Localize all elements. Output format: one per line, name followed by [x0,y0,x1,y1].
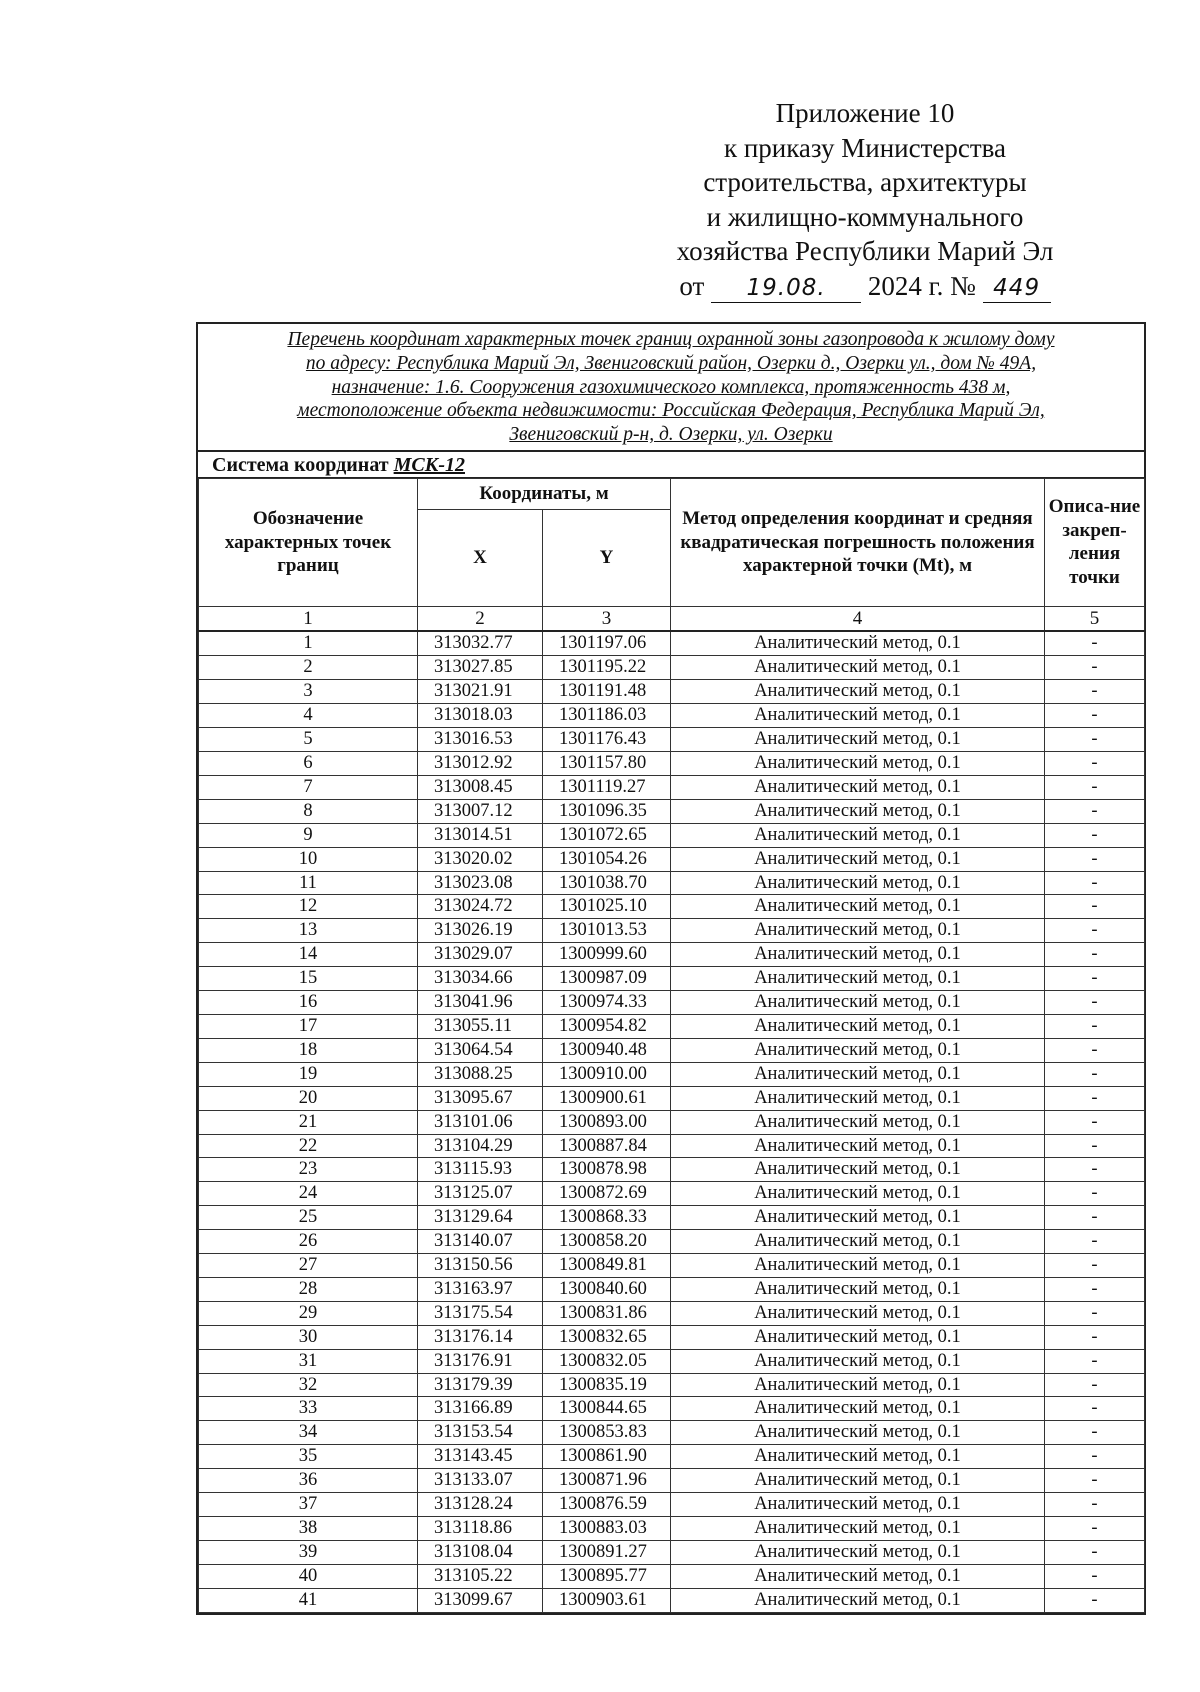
column-number: 4 [671,606,1045,631]
y-cell: 1300872.69 [543,1182,671,1206]
appendix-title: Приложение 10 [775,98,955,128]
table-row [199,1349,1145,1373]
point-number-cell: 22 [199,1134,418,1158]
x-cell: 313125.07 [418,1182,543,1206]
order-date-line [640,269,1090,304]
table-row [199,1421,1145,1445]
method-cell: Аналитический метод, 0.1 [671,1564,1045,1588]
method-cell: Аналитический метод, 0.1 [671,1469,1045,1493]
point-number-cell: 21 [199,1110,418,1134]
x-cell: 313115.93 [418,1158,543,1182]
x-cell: 313014.51 [418,823,543,847]
y-cell: 1300858.20 [543,1230,671,1254]
x-cell: 313129.64 [418,1206,543,1230]
fixing-cell: - [1045,1277,1145,1301]
fixing-cell: - [1045,656,1145,680]
y-cell: 1301054.26 [543,847,671,871]
x-cell: 313034.66 [418,967,543,991]
table-row [199,1517,1145,1541]
fixing-cell: - [1045,752,1145,776]
point-number-cell: 12 [199,895,418,919]
x-cell: 313026.19 [418,919,543,943]
y-cell: 1300883.03 [543,1517,671,1541]
point-number-cell: 20 [199,1086,418,1110]
y-cell: 1300887.84 [543,1134,671,1158]
order-date-handwritten: 19.08. [711,274,861,303]
table-row [199,1254,1145,1278]
x-cell: 313023.08 [418,871,543,895]
point-number-cell: 2 [199,656,418,680]
y-cell: 1301176.43 [543,728,671,752]
y-cell: 1300835.19 [543,1373,671,1397]
fixing-cell: - [1045,967,1145,991]
point-designation-header: Обозначение характерных точек границ [199,478,418,606]
date-prefix: от [679,270,705,301]
y-cell: 1300987.09 [543,967,671,991]
coordinates-table-frame [196,322,1146,1615]
fixing-cell: - [1045,1014,1145,1038]
table-row [199,823,1145,847]
fixing-cell: - [1045,799,1145,823]
y-cell: 1301191.48 [543,680,671,704]
table-title [198,324,1144,452]
method-cell: Аналитический метод, 0.1 [671,1301,1045,1325]
method-cell: Аналитический метод, 0.1 [671,967,1045,991]
table-row [199,1038,1145,1062]
table-title-line: Перечень координат характерных точек границ охранной зоны газопровода к жилому дому [287,329,1055,350]
fixing-cell: - [1045,1397,1145,1421]
y-cell: 1300853.83 [543,1421,671,1445]
fixing-cell: - [1045,704,1145,728]
table-row [199,1445,1145,1469]
y-cell: 1301119.27 [543,775,671,799]
method-cell: Аналитический метод, 0.1 [671,704,1045,728]
point-number-cell: 17 [199,1014,418,1038]
table-row [199,1564,1145,1588]
fixing-cell: - [1045,1588,1145,1612]
table-row [199,1540,1145,1564]
table-row [199,704,1145,728]
method-cell: Аналитический метод, 0.1 [671,895,1045,919]
x-cell: 313176.14 [418,1325,543,1349]
point-number-cell: 19 [199,1062,418,1086]
table-row [199,1182,1145,1206]
coordinate-system-label: Система координат [212,453,389,476]
table-row [199,1588,1145,1612]
fixing-cell: - [1045,895,1145,919]
x-cell: 313016.53 [418,728,543,752]
y-cell: 1300900.61 [543,1086,671,1110]
fixing-cell: - [1045,847,1145,871]
x-cell: 313012.92 [418,752,543,776]
y-cell: 1301195.22 [543,656,671,680]
point-number-cell: 39 [199,1540,418,1564]
point-number-cell: 3 [199,680,418,704]
point-number-cell: 29 [199,1301,418,1325]
fixing-cell: - [1045,1301,1145,1325]
x-cell: 313007.12 [418,799,543,823]
fixing-cell: - [1045,919,1145,943]
x-cell: 313008.45 [418,775,543,799]
fixing-cell: - [1045,1517,1145,1541]
method-cell: Аналитический метод, 0.1 [671,656,1045,680]
point-number-cell: 1 [199,631,418,655]
point-number-cell: 7 [199,775,418,799]
x-cell: 313133.07 [418,1469,543,1493]
y-cell: 1300876.59 [543,1493,671,1517]
table-row [199,1373,1145,1397]
method-cell: Аналитический метод, 0.1 [671,752,1045,776]
table-row [199,991,1145,1015]
point-number-cell: 4 [199,704,418,728]
table-row [199,1301,1145,1325]
coordinates-table [198,478,1145,1613]
method-cell: Аналитический метод, 0.1 [671,1349,1045,1373]
y-cell: 1301013.53 [543,919,671,943]
point-number-cell: 6 [199,752,418,776]
fixing-cell: - [1045,1206,1145,1230]
point-number-cell: 11 [199,871,418,895]
column-number: 3 [543,606,671,631]
table-row [199,1086,1145,1110]
fixing-cell: - [1045,1230,1145,1254]
table-row [199,680,1145,704]
x-cell: 313175.54 [418,1301,543,1325]
fixing-cell: - [1045,1254,1145,1278]
method-cell: Аналитический метод, 0.1 [671,775,1045,799]
method-cell: Аналитический метод, 0.1 [671,1182,1045,1206]
y-cell: 1300895.77 [543,1564,671,1588]
x-cell: 313108.04 [418,1540,543,1564]
y-cell: 1300974.33 [543,991,671,1015]
ministry-name-line: хозяйства Республики Марий Эл [676,236,1054,266]
x-cell: 313105.22 [418,1564,543,1588]
x-cell: 313101.06 [418,1110,543,1134]
method-cell: Аналитический метод, 0.1 [671,1588,1045,1612]
point-number-cell: 5 [199,728,418,752]
table-row [199,1277,1145,1301]
table-row [199,871,1145,895]
x-cell: 313024.72 [418,895,543,919]
table-row [199,967,1145,991]
method-cell: Аналитический метод, 0.1 [671,1110,1045,1134]
x-cell: 313021.91 [418,680,543,704]
fixing-cell: - [1045,943,1145,967]
table-row [199,1493,1145,1517]
y-header: Y [543,509,671,606]
point-number-cell: 30 [199,1325,418,1349]
y-cell: 1300871.96 [543,1469,671,1493]
x-cell: 313143.45 [418,1445,543,1469]
y-cell: 1300868.33 [543,1206,671,1230]
ministry-name-line: и жилищно-коммунального [706,201,1024,232]
method-cell: Аналитический метод, 0.1 [671,1086,1045,1110]
x-cell: 313099.67 [418,1588,543,1612]
method-cell: Аналитический метод, 0.1 [671,823,1045,847]
x-cell: 313095.67 [418,1086,543,1110]
y-cell: 1300844.65 [543,1397,671,1421]
method-cell: Аналитический метод, 0.1 [671,680,1045,704]
fixing-cell: - [1045,1540,1145,1564]
method-cell: Аналитический метод, 0.1 [671,1325,1045,1349]
method-cell: Аналитический метод, 0.1 [671,1158,1045,1182]
fixing-cell: - [1045,631,1145,655]
x-cell: 313104.29 [418,1134,543,1158]
point-number-cell: 33 [199,1397,418,1421]
point-number-cell: 40 [199,1564,418,1588]
method-cell: Аналитический метод, 0.1 [671,1062,1045,1086]
point-number-cell: 27 [199,1254,418,1278]
fixing-cell: - [1045,1493,1145,1517]
x-cell: 313166.89 [418,1397,543,1421]
y-cell: 1301197.06 [543,631,671,655]
table-body [199,631,1145,1612]
y-cell: 1301096.35 [543,799,671,823]
point-number-cell: 25 [199,1206,418,1230]
y-cell: 1300954.82 [543,1014,671,1038]
point-number-cell: 34 [199,1421,418,1445]
x-cell: 313150.56 [418,1254,543,1278]
method-cell: Аналитический метод, 0.1 [671,1038,1045,1062]
x-cell: 313163.97 [418,1277,543,1301]
point-number-cell: 36 [199,1469,418,1493]
point-number-cell: 28 [199,1277,418,1301]
method-cell: Аналитический метод, 0.1 [671,919,1045,943]
y-cell: 1300910.00 [543,1062,671,1086]
y-cell: 1301025.10 [543,895,671,919]
coordinates-header: Координаты, м [418,478,671,509]
table-row [199,847,1145,871]
column-number: 5 [1045,606,1145,631]
method-cell: Аналитический метод, 0.1 [671,1540,1045,1564]
fixing-cell: - [1045,728,1145,752]
method-cell: Аналитический метод, 0.1 [671,1493,1045,1517]
method-header: Метод определения координат и средняя квадратическая погрешность положения характерной точки (Mt), м [671,478,1045,606]
method-cell: Аналитический метод, 0.1 [671,1254,1045,1278]
point-number-cell: 26 [199,1230,418,1254]
x-cell: 313176.91 [418,1349,543,1373]
fixing-cell: - [1045,1325,1145,1349]
y-cell: 1300893.00 [543,1110,671,1134]
y-cell: 1301072.65 [543,823,671,847]
appendix-header [640,96,1090,303]
table-title-line: назначение: 1.6. Сооружения газохимического комплекса, протяженность 438 м, [331,376,1011,398]
fixing-cell: - [1045,1158,1145,1182]
x-cell: 313118.86 [418,1517,543,1541]
table-row [199,752,1145,776]
method-cell: Аналитический метод, 0.1 [671,728,1045,752]
order-reference: к приказу Министерства [723,132,1007,163]
fixing-cell: - [1045,1421,1145,1445]
fixing-cell: - [1045,1062,1145,1086]
table-row [199,631,1145,655]
method-cell: Аналитический метод, 0.1 [671,631,1045,655]
fixing-cell: - [1045,1349,1145,1373]
table-row [199,728,1145,752]
table-row [199,1014,1145,1038]
y-cell: 1300831.86 [543,1301,671,1325]
point-number-cell: 14 [199,943,418,967]
table-row [199,775,1145,799]
y-cell: 1300861.90 [543,1445,671,1469]
x-cell: 313140.07 [418,1230,543,1254]
point-number-cell: 24 [199,1182,418,1206]
method-cell: Аналитический метод, 0.1 [671,1230,1045,1254]
table-row [199,656,1145,680]
point-number-cell: 13 [199,919,418,943]
table-row [199,919,1145,943]
y-cell: 1300891.27 [543,1540,671,1564]
table-row [199,895,1145,919]
table-row [199,1062,1145,1086]
fixing-cell: - [1045,680,1145,704]
point-number-cell: 37 [199,1493,418,1517]
y-cell: 1300903.61 [543,1588,671,1612]
table-title-line: местоположение объекта недвижимости: Российская Федерация, Республика Марий Эл, [297,400,1045,422]
point-number-cell: 32 [199,1373,418,1397]
y-cell: 1300840.60 [543,1277,671,1301]
method-cell: Аналитический метод, 0.1 [671,1134,1045,1158]
y-cell: 1300878.98 [543,1158,671,1182]
table-row [199,1110,1145,1134]
point-number-cell: 15 [199,967,418,991]
point-number-cell: 31 [199,1349,418,1373]
coordinate-system-value: МСК-12 [393,453,465,476]
fixing-cell: - [1045,991,1145,1015]
fixing-cell: - [1045,1038,1145,1062]
method-cell: Аналитический метод, 0.1 [671,1397,1045,1421]
y-cell: 1300999.60 [543,943,671,967]
fixing-cell: - [1045,1086,1145,1110]
method-cell: Аналитический метод, 0.1 [671,1445,1045,1469]
x-cell: 313055.11 [418,1014,543,1038]
point-number-cell: 9 [199,823,418,847]
table-row [199,1134,1145,1158]
x-cell: 313018.03 [418,704,543,728]
point-number-cell: 8 [199,799,418,823]
ministry-name-line: строительства, архитектуры [703,167,1027,197]
x-header: X [418,509,543,606]
point-number-cell: 41 [199,1588,418,1612]
fixing-cell: - [1045,823,1145,847]
table-row [199,799,1145,823]
coordinate-system [198,452,1144,478]
x-cell: 313020.02 [418,847,543,871]
fixing-cell: - [1045,871,1145,895]
column-number: 1 [199,606,418,631]
table-row [199,1158,1145,1182]
method-cell: Аналитический метод, 0.1 [671,1277,1045,1301]
y-cell: 1300832.65 [543,1325,671,1349]
y-cell: 1301038.70 [543,871,671,895]
table-title-line: по адресу: Республика Марий Эл, Звениговский район, Озерки д., Озерки ул., дом № 49А, [305,352,1037,374]
method-cell: Аналитический метод, 0.1 [671,1373,1045,1397]
fixing-cell: - [1045,1182,1145,1206]
y-cell: 1301157.80 [543,752,671,776]
y-cell: 1300849.81 [543,1254,671,1278]
column-number: 2 [418,606,543,631]
point-number-cell: 35 [199,1445,418,1469]
point-number-cell: 16 [199,991,418,1015]
table-row [199,1325,1145,1349]
table-row [199,943,1145,967]
fixing-cell: - [1045,1110,1145,1134]
point-number-cell: 10 [199,847,418,871]
method-cell: Аналитический метод, 0.1 [671,1517,1045,1541]
fixing-cell: - [1045,1445,1145,1469]
x-cell: 313032.77 [418,631,543,655]
x-cell: 313128.24 [418,1493,543,1517]
table-row [199,1230,1145,1254]
table-row [199,1469,1145,1493]
fixing-cell: - [1045,775,1145,799]
order-number-handwritten: 449 [983,274,1051,303]
method-cell: Аналитический метод, 0.1 [671,871,1045,895]
point-number-cell: 18 [199,1038,418,1062]
method-cell: Аналитический метод, 0.1 [671,991,1045,1015]
method-cell: Аналитический метод, 0.1 [671,1014,1045,1038]
y-cell: 1300832.05 [543,1349,671,1373]
table-row [199,1206,1145,1230]
fixing-cell: - [1045,1469,1145,1493]
x-cell: 313153.54 [418,1421,543,1445]
x-cell: 313064.54 [418,1038,543,1062]
x-cell: 313027.85 [418,656,543,680]
fixing-cell: - [1045,1564,1145,1588]
point-number-cell: 38 [199,1517,418,1541]
method-cell: Аналитический метод, 0.1 [671,1206,1045,1230]
x-cell: 313179.39 [418,1373,543,1397]
y-cell: 1300940.48 [543,1038,671,1062]
method-cell: Аналитический метод, 0.1 [671,799,1045,823]
table-row [199,1397,1145,1421]
fixing-cell: - [1045,1373,1145,1397]
x-cell: 313088.25 [418,1062,543,1086]
fixing-description-header: Описа-ние закреп-ления точки [1045,478,1145,606]
method-cell: Аналитический метод, 0.1 [671,847,1045,871]
x-cell: 313041.96 [418,991,543,1015]
order-year: 2024 г. № [867,270,976,301]
fixing-cell: - [1045,1134,1145,1158]
point-number-cell: 23 [199,1158,418,1182]
table-title-line: Звениговский р-н, д. Озерки, ул. Озерки [509,424,833,446]
y-cell: 1301186.03 [543,704,671,728]
method-cell: Аналитический метод, 0.1 [671,943,1045,967]
method-cell: Аналитический метод, 0.1 [671,1421,1045,1445]
x-cell: 313029.07 [418,943,543,967]
